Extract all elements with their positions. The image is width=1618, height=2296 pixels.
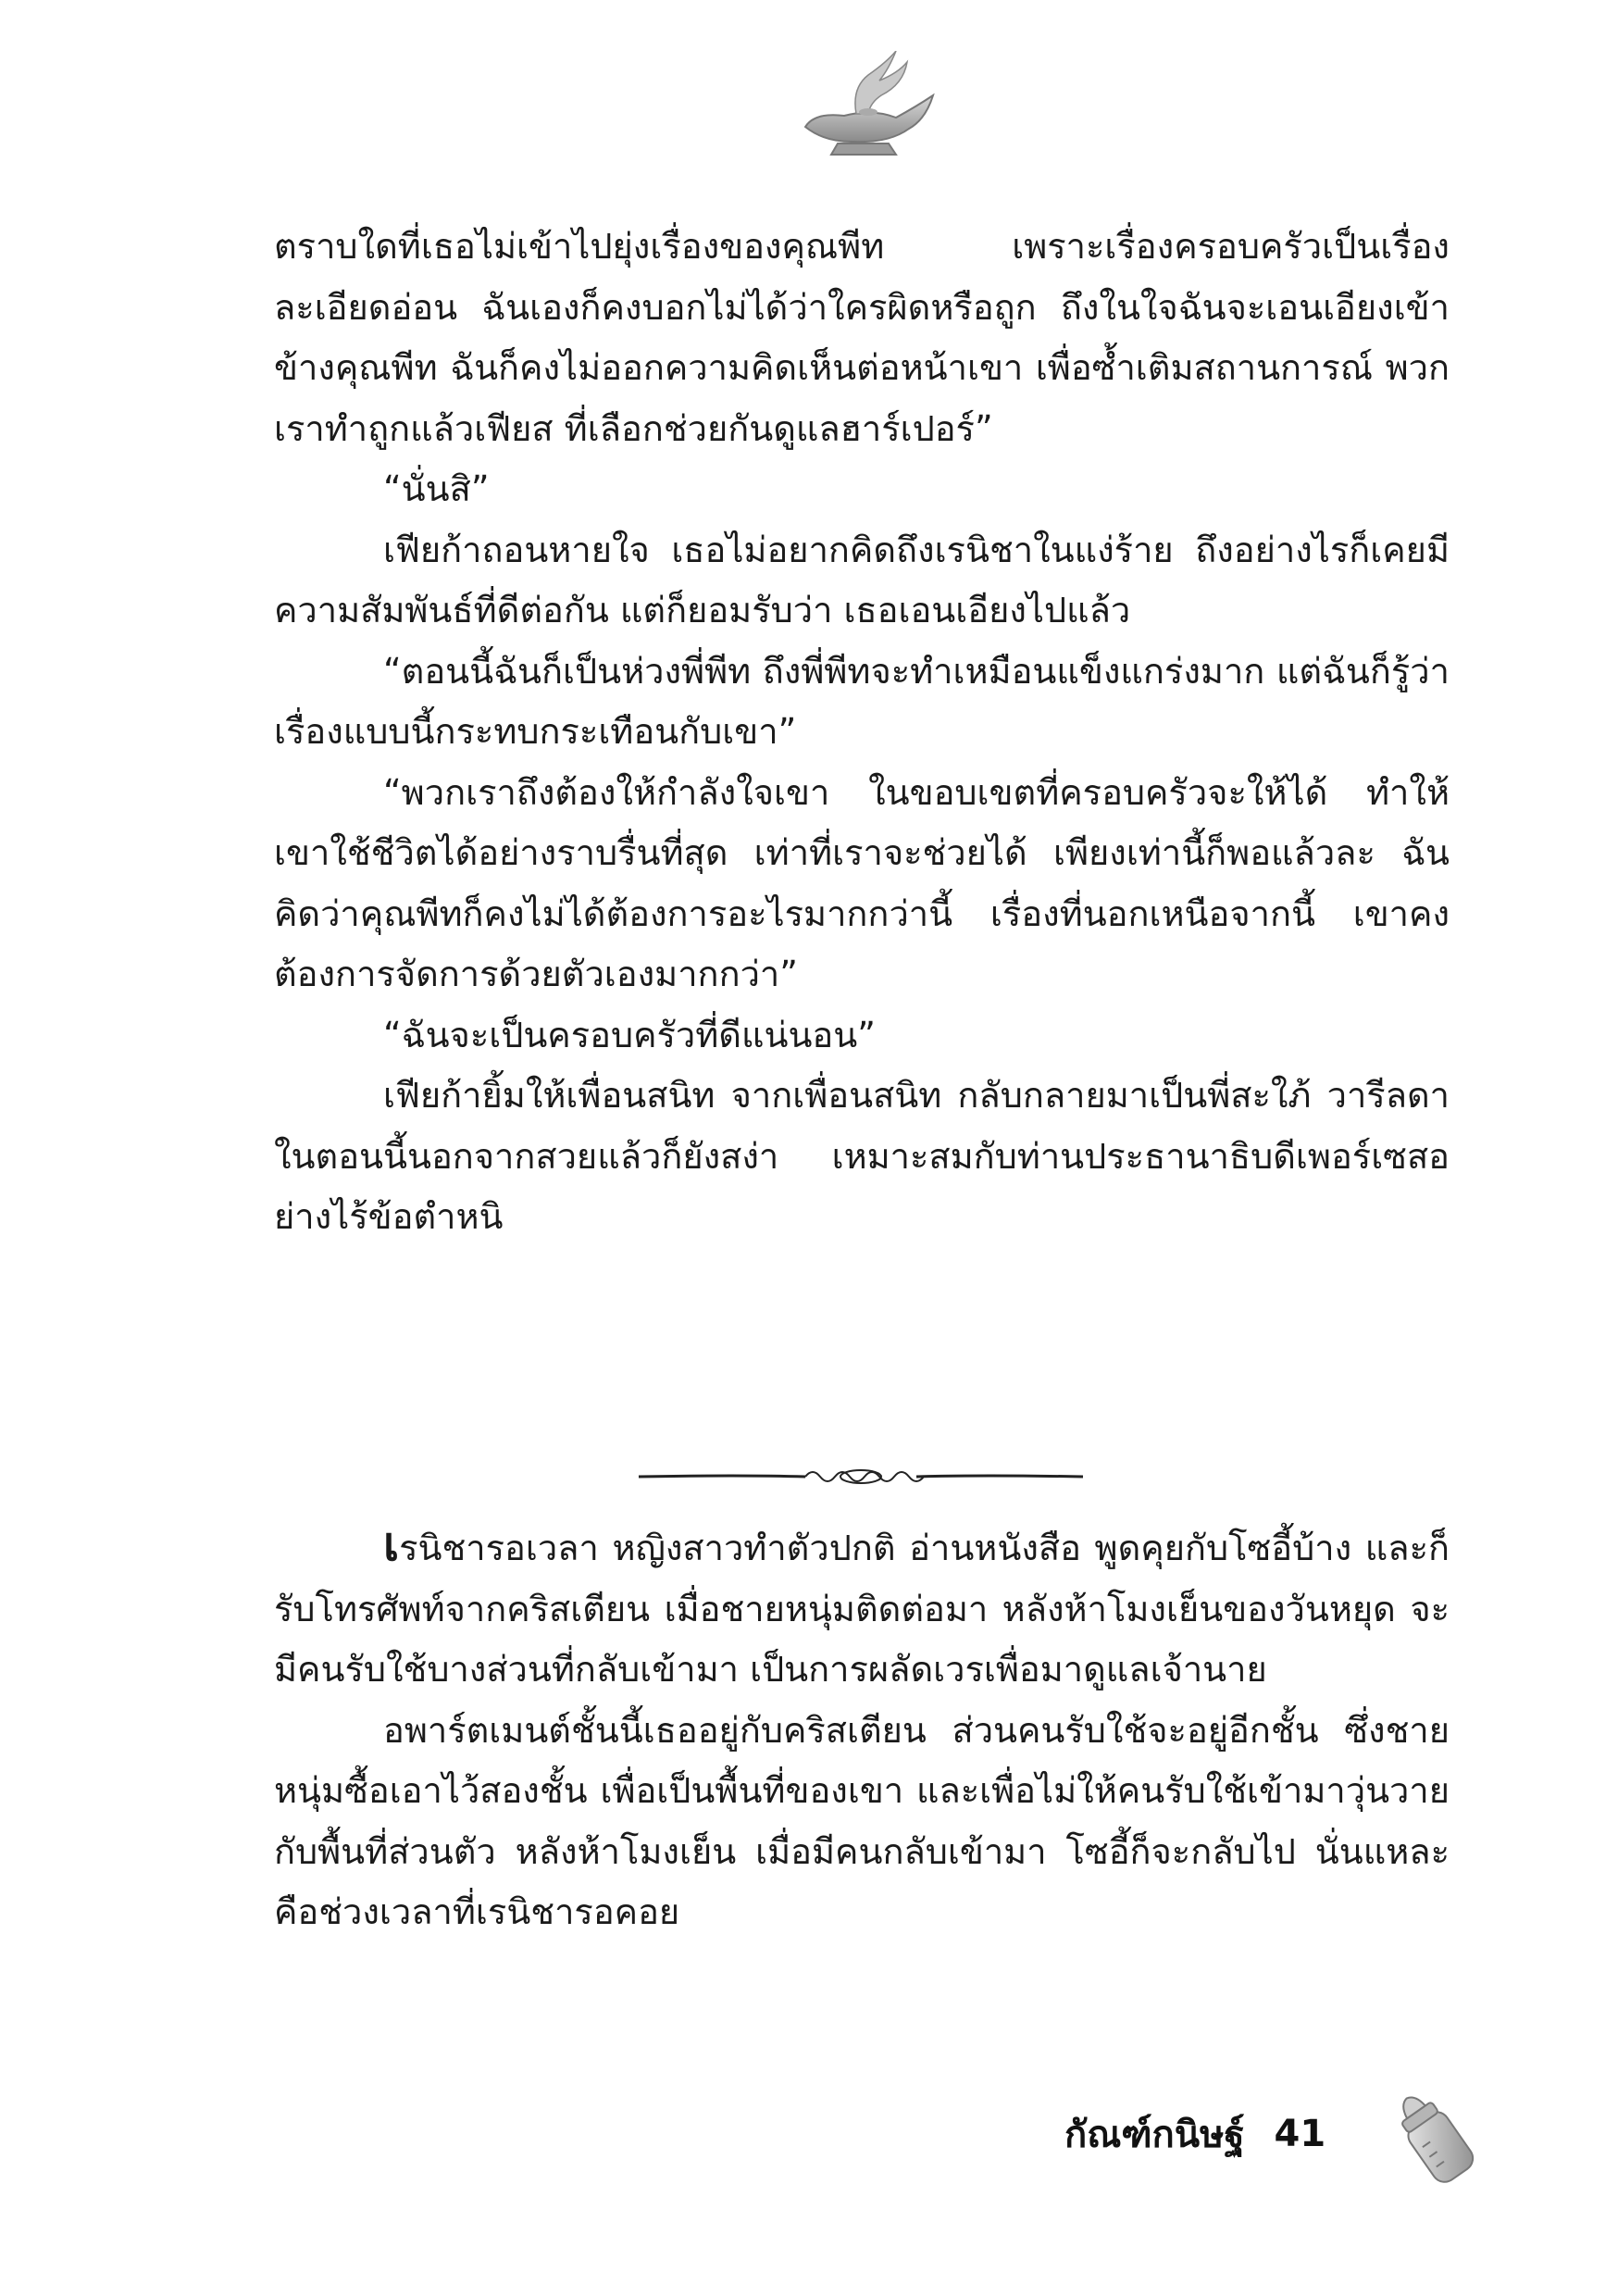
- paragraph: “นั่นสิ”: [383, 468, 490, 509]
- paragraph: ตราบใดที่เธอไม่เข้าไปยุ่งเรื่องของคุณพีท เพราะเรื่องครอบครัวเป็นเรื่องละเอียดอ่อน ฉันเองก็คงบอกไม่ได้ว่าใครผิดหรือถูก ถึงในใจฉันจะเอนเอียงเข้าข้างคุณพีท ฉันก็คงไม่ออกความคิดเห็นต่อหน้าเขา เพื่อซ้ำเติมสถานการณ์ พวกเราทำถูกแล้วเฟียส ที่เลือกช่วยกันดูแลฮาร์เปอร์”: [274, 226, 1450, 449]
- genie-lamp-ornament-icon: [787, 51, 944, 162]
- baby-bottle-icon: [1379, 2088, 1490, 2190]
- page-footer: [1064, 2102, 1326, 2166]
- paragraph: “พวกเราถึงต้องให้กำลังใจเขา ในขอบเขตที่ครอบครัวจะให้ได้ ทำให้เขาใช้ชีวิตได้อย่างราบรื่นที่สุด เท่าที่เราจะช่วยได้ เพียงเท่านี้ก็พอแล้วละ ฉันคิดว่าคุณพีทก็คงไม่ได้ต้องการอะไรมากกว่านี้ เรื่องที่นอกเหนือจากนี้ เขาคงต้องการจัดการด้วยตัวเองมากกว่า”: [274, 771, 1450, 994]
- paragraph: “ฉันจะเป็นครอบครัวที่ดีแน่นอน”: [383, 1014, 876, 1055]
- paragraph: อพาร์ตเมนต์ชั้นนี้เธออยู่กับคริสเตียน ส่วนคนรับใช้จะอยู่อีกชั้น ซึ่งชายหนุ่มซื้อเอาไว้สองชั้น เพื่อเป็นพื้นที่ของเขา และเพื่อไม่ให้คนรับใช้เข้ามาวุ่นวายกับพื้นที่ส่วนตัว หลังห้าโมงเย็น เมื่อมีคนกลับเข้ามา โซอี้ก็จะกลับไป นั่นแหละคือช่วงเวลาที่เรนิชารอคอย: [274, 1709, 1450, 1932]
- book-title: กัณฑ์กนิษฐ์: [1064, 2114, 1245, 2156]
- page-number: 41: [1274, 2113, 1326, 2155]
- body-text-top: [274, 217, 1450, 1248]
- paragraph-text: รนิชารอเวลา หญิงสาวทำตัวปกติ อ่านหนังสือ พูดคุยกับโซอี้บ้าง และก็รับโทรศัพท์จากคริสเตียน เมื่อชายหนุ่มติดต่อมา หลังห้าโมงเย็นของวันหยุด จะมีคนรับใช้บางส่วนที่กลับเข้ามา เป็นการผลัดเวรเพื่อมาดูแลเจ้านาย: [274, 1528, 1450, 1690]
- body-text-section2: [274, 1515, 1450, 1943]
- paragraph: เฟียก้าถอนหายใจ เธอไม่อยากคิดถึงเรนิชาในแง่ร้าย ถึงอย่างไรก็เคยมีความสัมพันธ์ที่ดีต่อกัน แต่ก็ยอมรับว่า เธอเอนเอียงไปแล้ว: [274, 529, 1450, 630]
- paragraph: [274, 1515, 1450, 1701]
- drop-cap: เ: [383, 1517, 400, 1571]
- paragraph: เฟียก้ายิ้มให้เพื่อนสนิท จากเพื่อนสนิท กลับกลายมาเป็นพี่สะใภ้ วารีลดาในตอนนี้นอกจากสวยแล้วก็ยังสง่า เหมาะสมกับท่านประธานาธิบดีเพอร์เซสอย่างไร้ข้อตำหนิ: [274, 1075, 1450, 1237]
- section-divider: [629, 1463, 1092, 1491]
- paragraph: “ตอนนี้ฉันก็เป็นห่วงพี่พีท ถึงพี่พีทจะทำเหมือนแข็งแกร่งมาก แต่ฉันก็รู้ว่าเรื่องแบบนี้กระทบกระเทือนกับเขา”: [274, 650, 1450, 752]
